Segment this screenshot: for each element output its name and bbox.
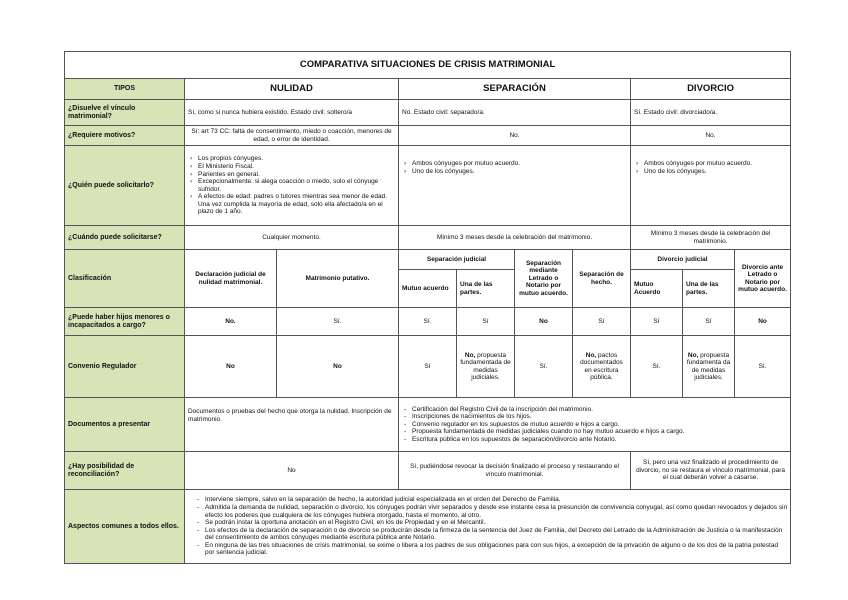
row-hijos <box>65 308 791 336</box>
row-cuando <box>65 226 791 250</box>
separacion-judicial: Separación judicial <box>399 250 515 270</box>
list-item: › Uno de los cónyuges. <box>644 168 787 176</box>
convenio-no: No, <box>687 351 699 359</box>
row-label: Aspectos comunes a todos ellos. <box>65 490 185 564</box>
separacion-cell: No. <box>399 126 631 146</box>
list-item: - Certificación del Registro Civil de la inscripción del matrimonio. <box>412 406 787 414</box>
comparison-table <box>64 51 791 564</box>
divorcio-letrado: Divorcio ante Letrado o Notario por mutuo acuerdo. <box>735 250 791 308</box>
row-label: ¿Requiere motivos? <box>65 126 185 146</box>
row-clasificacion-top <box>65 250 791 270</box>
header-nulidad: NULIDAD <box>185 79 399 100</box>
hijos-cell: Sí <box>631 308 683 336</box>
row-label: Convenio Regulador <box>65 336 185 398</box>
convenio-cell <box>683 336 735 398</box>
convenio-no: No, <box>585 351 597 359</box>
list-item: › A efectos de edad: padres o tutores mientras sea menor de edad. Una vez cumplida la mayoría de edad, solo ella afectado/a en el plazo de 1 año. <box>198 193 395 216</box>
hijos-cell: Sí <box>573 308 631 336</box>
convenio-cell: Sí. <box>735 336 791 398</box>
list-item: - Convenio regulador en los supuestos de mutuo acuerdo e hijos a cargo. <box>412 421 787 429</box>
convenio-cell: Sí. <box>515 336 573 398</box>
list-item: › Parientes en general. <box>198 171 395 179</box>
list-item: › Excepcionalmente: si alega coacción o miedo, solo el cónyuge sufridor. <box>198 178 395 193</box>
row-label: Clasificación <box>65 250 185 308</box>
hijos-cell: Sí. <box>399 308 457 336</box>
nulidad-cell: Cualquier momento. <box>185 226 399 250</box>
row-convenio <box>65 336 791 398</box>
hijos-cell: Sí <box>457 308 515 336</box>
convenio-detail: propuesta fundamentada de medidas judiciales. <box>460 351 511 382</box>
row-motivos <box>65 126 791 146</box>
header-separacion: SEPARACIÓN <box>399 79 631 100</box>
list-item: - Se podrán instar la oportuna anotación en el Registro Civil, en los de Propiedad y en el Mercantil. <box>205 519 787 527</box>
header-row <box>65 79 791 100</box>
divorcio-cell: Mínimo 3 meses desde la celebración del matrimonio. <box>631 226 791 250</box>
convenio-cell: Sí. <box>631 336 683 398</box>
row-reconciliacion <box>65 452 791 490</box>
documentos-cell <box>399 398 791 452</box>
convenio-detail: propuesta fundamenta da de medidas judiciales. <box>686 351 731 382</box>
divorcio-cell: No. <box>631 126 791 146</box>
nulidad-cell: Documentos o pruebas del hecho que otorga la nulidad. Inscripción de matrimonio. <box>185 398 399 452</box>
divorcio-judicial: Divorcio judicial <box>631 250 735 270</box>
list-item: - En ninguna de las tres situaciones de crisis matrimonial, se exime o libera a los padres de sus obligaciones para con sus hijos, a excepción de la privación de alguno o de los dos de la patria potestad por sentencia judicial. <box>205 542 787 557</box>
list-item: - Admitida la demanda de nulidad, separación o divorcio, los cónyuges podrán vivir separados y desde ese instante cesa la presunción de convivencia conyugal, así como quedan revocados y dejados sin efecto los poderes que cualquiera de los cónyuges hubiera otorgado, hasta el momento, al otro. <box>205 504 787 519</box>
hijos-cell: Sí <box>683 308 735 336</box>
divorcio-cell <box>631 146 791 226</box>
convenio-detail: pactos documentados en escritura pública. <box>580 351 623 382</box>
convenio-cell <box>573 336 631 398</box>
divorcio-cell: Sí, pero una vez finalizado el procedimiento de divorcio, no se restaura el vínculo matrimonial, para el cual deberán volver a casarse. <box>631 452 791 490</box>
separacion-cell: No. Estado civil: separado/a. <box>399 100 631 126</box>
list-item: › Uno de los cónyuges. <box>412 168 627 176</box>
row-quien <box>65 146 791 226</box>
separacion-cell: Sí, pudiéndose revocar la decisión finalizado el proceso y restaurando el vínculo matrimonial. <box>399 452 631 490</box>
separacion-una: Una de las partes. <box>457 270 515 308</box>
list-item: - Escritura pública en los supuestos de separación/divorcio ante Notario. <box>412 436 787 444</box>
convenio-cell: No <box>185 336 277 398</box>
hijos-cell: No. <box>185 308 277 336</box>
list-item: - Propuesta fundamentada de medidas judiciales cuando no hay mutuo acuerdo e hijos a cargo. <box>412 428 787 436</box>
divorcio-cell: Sí. Estado civil: divorciado/a. <box>631 100 791 126</box>
list-item: › Ambos cónyuges por mutuo acuerdo. <box>412 160 627 168</box>
separacion-mutuo: Mutuo acuerdo <box>399 270 457 308</box>
nulidad-putativo: Matrimonio putativo. <box>277 250 399 308</box>
nulidad-cell <box>185 146 399 226</box>
row-label: ¿Cuándo puede solicitarse? <box>65 226 185 250</box>
row-documentos <box>65 398 791 452</box>
row-label: ¿Puede haber hijos menores o incapacitados a cargo? <box>65 308 185 336</box>
row-label: ¿Disuelve el vínculo matrimonial? <box>65 100 185 126</box>
row-disuelve <box>65 100 791 126</box>
separacion-cell: Mínimo 3 meses desde la celebración del matrimonio. <box>399 226 631 250</box>
list-item: - Los efectos de la declaración de separación o de divorcio se producirán desde la firmeza de la sentencia del Juez de Familia, del Decreto del Letrado de la Administración de Justicia o la manifestación del consentimiento de ambos cónyuges mediante escritura pública ante Notario. <box>205 527 787 542</box>
hijos-cell: No <box>735 308 791 336</box>
separacion-cell <box>399 146 631 226</box>
row-label: ¿Quién puede solicitarlo? <box>65 146 185 226</box>
divorcio-una: Una de las partes. <box>683 270 735 308</box>
nulidad-cell: Sí, como si nunca hubiera existido. Estado civil: soltero/a <box>185 100 399 126</box>
row-comunes <box>65 490 791 564</box>
convenio-cell: No <box>277 336 399 398</box>
list-item: › Los propios cónyuges. <box>198 155 395 163</box>
convenio-cell <box>457 336 515 398</box>
separacion-hecho: Separación de hecho. <box>573 250 631 308</box>
nulidad-declaracion: Declaración judicial de nulidad matrimonial. <box>185 250 277 308</box>
separacion-letrado: Separación mediante Letrado o Notario por mutuo acuerdo. <box>515 250 573 308</box>
table-title: COMPARATIVA SITUACIONES DE CRISIS MATRIMONIAL <box>65 52 791 79</box>
hijos-cell: Sí. <box>277 308 399 336</box>
header-tipos: TIPOS <box>65 79 185 100</box>
title-row <box>65 52 791 79</box>
list-item: - Interviene siempre, salvo en la separación de hecho, la autoridad judicial especializada en el orden del Derecho de Familia. <box>205 496 787 504</box>
list-item: › El Ministerio Fiscal. <box>198 163 395 171</box>
convenio-cell: Sí <box>399 336 457 398</box>
hijos-cell: No <box>515 308 573 336</box>
comunes-cell <box>185 490 791 564</box>
list-item: - Inscripciones de nacimientos de los hijos. <box>412 413 787 421</box>
nulidad-cell: Sí: art 73 CC: falta de consentimiento, miedo o coacción, menores de edad, o error de identidad. <box>185 126 399 146</box>
divorcio-mutuo: Mutuo Acuerdo <box>631 270 683 308</box>
row-label: Documentos a presentar <box>65 398 185 452</box>
row-label: ¿Hay posibilidad de reconciliación? <box>65 452 185 490</box>
convenio-no: No, <box>464 351 476 359</box>
header-divorcio: DIVORCIO <box>631 79 791 100</box>
list-item: › Ambos cónyuges por mutuo acuerdo. <box>644 160 787 168</box>
nulidad-cell: No <box>185 452 399 490</box>
